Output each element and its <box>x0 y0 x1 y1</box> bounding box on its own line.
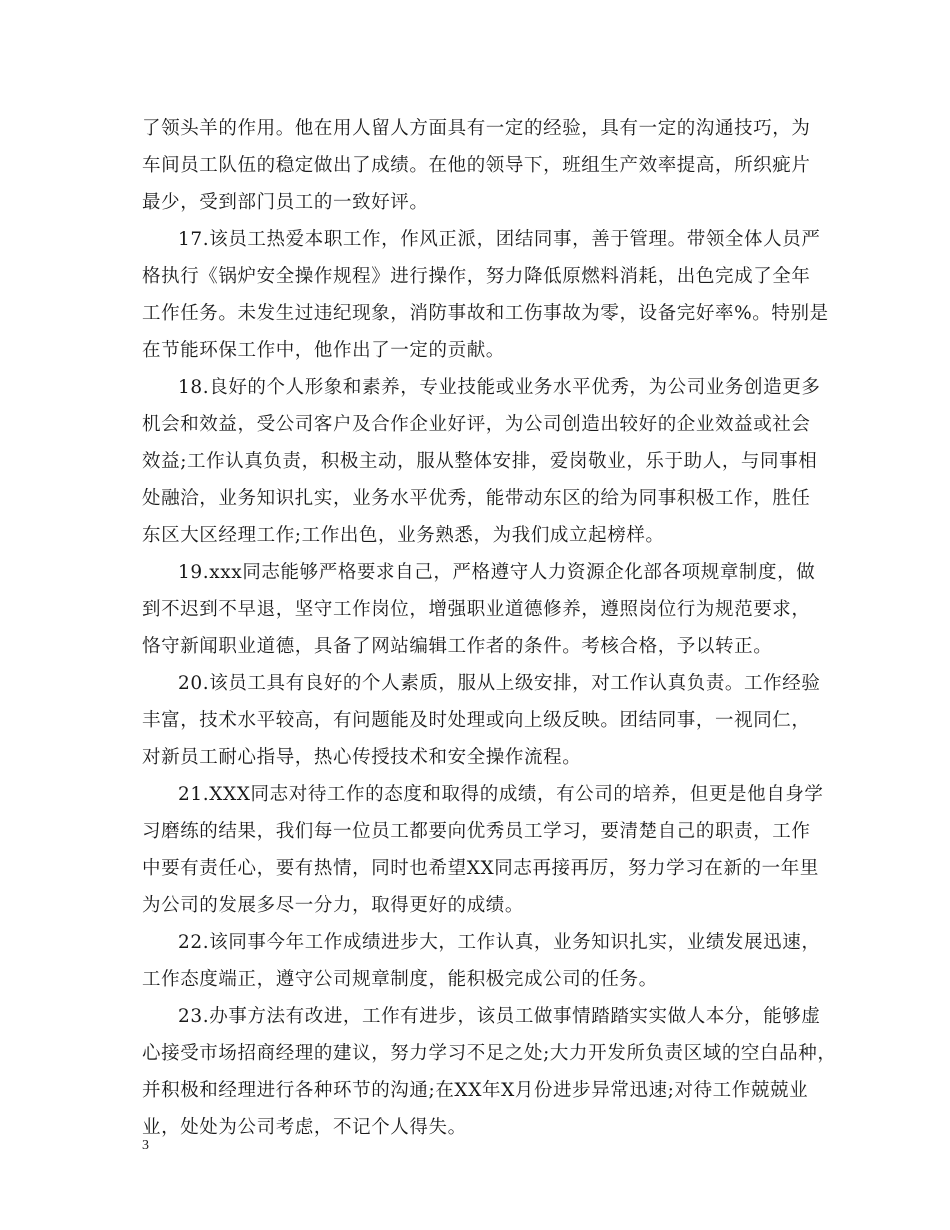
text-line: 东区大区经理工作;工作出色，业务熟悉，为我们成立起榜样。 <box>142 525 665 546</box>
text-line: 机会和效益，受公司客户及合作企业好评，为公司创造出较好的企业效益或社会 <box>142 414 811 435</box>
paragraph-21-first-line: 21.XXX同志对待工作的态度和取得的成绩，有公司的培养，但更是他自身学 <box>178 784 824 805</box>
text-line: 处融洽，业务知识扎实，业务水平优秀，能带动东区的给为同事积极工作，胜任 <box>142 488 811 509</box>
text-line: 在节能环保工作中，他作出了一定的贡献。 <box>142 340 505 361</box>
text-line: 最少，受到部门员工的一致好评。 <box>142 192 429 213</box>
text-line: 工作态度端正，遵守公司规章制度，能积极完成公司的任务。 <box>142 969 658 990</box>
paragraph-19-first-line: 19.xxx同志能够严格要求自己，严格遵守人力资源企化部各项规章制度，做 <box>178 562 816 583</box>
page-number: 3 <box>142 1138 149 1153</box>
paragraph-18-first-line: 18.良好的个人形象和素养，专业技能或业务水平优秀，为公司业务创造更多 <box>178 377 821 398</box>
text-line: 工作任务。未发生过违纪现象，消防事故和工伤事故为零，设备完好率%。特别是 <box>142 303 829 324</box>
paragraph-17-first-line: 17.该员工热爱本职工作，作风正派，团结同事，善于管理。带领全体人员严 <box>178 229 821 250</box>
text-line: 心接受市场招商经理的建议，努力学习不足之处;大力开发所负责区域的空白品种， <box>142 1043 837 1064</box>
text-line: 对新员工耐心指导，热心传授技术和安全操作流程。 <box>142 747 582 768</box>
text-line: 效益;工作认真负责，积极主动，服从整体安排，爱岗敬业，乐于助人，与同事相 <box>142 451 818 472</box>
text-line: 了领头羊的作用。他在用人留人方面具有一定的经验，具有一定的沟通技巧，为 <box>142 118 811 139</box>
paragraph-23-first-line: 23.办事方法有改进，工作有进步，该员工做事情踏踏实实做人本分，能够虚 <box>178 1006 821 1027</box>
text-line: 车间员工队伍的稳定做出了成绩。在他的领导下，班组生产效率提高，所织疵片 <box>142 155 811 176</box>
paragraph-20-first-line: 20.该员工具有良好的个人素质，服从上级安排，对工作认真负责。工作经验 <box>178 673 821 694</box>
text-line: 格执行《锅炉安全操作规程》进行操作，努力降低原燃料消耗，出色完成了全年 <box>142 266 811 287</box>
text-line: 并积极和经理进行各种环节的沟通;在XX年X月份进步异常迅速;对待工作兢兢业 <box>142 1080 809 1101</box>
text-line: 丰富，技术水平较高，有问题能及时处理或向上级反映。团结同事，一视同仁， <box>142 710 811 731</box>
text-line: 恪守新闻职业道德，具备了网站编辑工作者的条件。考核合格，予以转正。 <box>142 636 773 657</box>
paragraph-22-first-line: 22.该同事今年工作成绩进步大，工作认真，业务知识扎实，业绩发展迅速， <box>178 932 821 953</box>
text-line: 中要有责任心，要有热情，同时也希望XX同志再接再厉，努力学习在新的一年里 <box>142 858 819 879</box>
text-line: 为公司的发展多尽一分力，取得更好的成绩。 <box>142 895 525 916</box>
text-line: 业，处处为公司考虑，不记个人得失。 <box>142 1117 467 1138</box>
text-line: 到不迟到不早退，坚守工作岗位，增强职业道德修养，遵照岗位行为规范要求， <box>142 599 811 620</box>
text-line: 习磨练的结果，我们每一位员工都要向优秀员工学习，要清楚自己的职责，工作 <box>142 821 811 842</box>
